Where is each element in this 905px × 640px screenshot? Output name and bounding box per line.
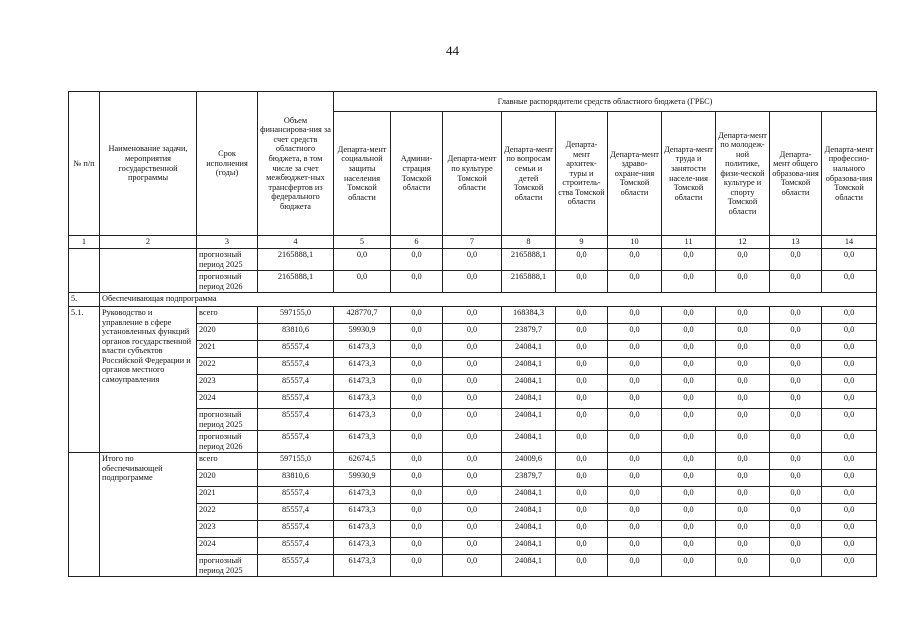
- value-cell: 0,0: [608, 555, 662, 577]
- header-no: № п/п: [69, 92, 100, 236]
- value-cell: 0,0: [391, 375, 443, 392]
- value-cell: 0,0: [556, 555, 608, 577]
- value-cell: 0,0: [662, 271, 716, 293]
- value-cell: 0,0: [822, 271, 877, 293]
- value-cell: 0,0: [770, 358, 822, 375]
- value-cell: 0,0: [770, 409, 822, 431]
- value-cell: 0,0: [822, 249, 877, 271]
- column-index: 1: [69, 236, 100, 249]
- period-cell: прогнозный период 2025: [197, 249, 258, 271]
- header-grbs-7: Департа-мент труда и занятости населе-ния Томской области: [662, 112, 716, 236]
- column-index: 3: [197, 236, 258, 249]
- value-cell: 24084,1: [502, 375, 556, 392]
- value-cell: 24084,1: [502, 538, 556, 555]
- column-index: 6: [391, 236, 443, 249]
- header-grbs-group: Главные распорядители средств областного бюджета (ГРБС): [334, 92, 877, 112]
- value-cell: 0,0: [770, 431, 822, 453]
- value-cell: 0,0: [608, 324, 662, 341]
- value-cell: 0,0: [556, 375, 608, 392]
- period-cell: всего: [197, 307, 258, 324]
- value-cell: 0,0: [556, 392, 608, 409]
- value-cell: 0,0: [662, 538, 716, 555]
- period-cell: 2023: [197, 521, 258, 538]
- value-cell: 0,0: [556, 307, 608, 324]
- value-cell: 0,0: [443, 470, 502, 487]
- header-grbs-6: Департа-мент здраво-охране-ния Томской области: [608, 112, 662, 236]
- value-cell: 0,0: [608, 504, 662, 521]
- header-grbs-10: Департа-мент профессио-нального образова-ния Томской области: [822, 112, 877, 236]
- value-cell: 0,0: [443, 555, 502, 577]
- value-cell: 24009,6: [502, 453, 556, 470]
- column-index: 2: [100, 236, 197, 249]
- value-cell: 0,0: [443, 504, 502, 521]
- value-cell: 0,0: [662, 324, 716, 341]
- period-cell: прогнозный период 2025: [197, 409, 258, 431]
- section-row: [69, 293, 877, 307]
- value-cell: 0,0: [334, 249, 391, 271]
- header-grbs-2: Админи-страция Томской области: [391, 112, 443, 236]
- period-cell: всего: [197, 453, 258, 470]
- value-cell: 0,0: [391, 555, 443, 577]
- header-grbs-1: Департа-мент социальной защиты населения Томской области: [334, 112, 391, 236]
- value-cell: 0,0: [770, 521, 822, 538]
- value-cell: 59930,9: [334, 324, 391, 341]
- value-cell: 0,0: [822, 521, 877, 538]
- value-cell: 0,0: [716, 521, 770, 538]
- value-cell: 0,0: [443, 375, 502, 392]
- value-cell: 24084,1: [502, 341, 556, 358]
- value-cell: 0,0: [822, 470, 877, 487]
- value-cell: 61473,3: [334, 409, 391, 431]
- value-cell: 0,0: [716, 470, 770, 487]
- value-cell: 0,0: [556, 521, 608, 538]
- value-cell: 0,0: [716, 307, 770, 324]
- value-cell: 61473,3: [334, 555, 391, 577]
- value-cell: 0,0: [770, 249, 822, 271]
- value-cell: 61473,3: [334, 431, 391, 453]
- value-cell: 2165888,1: [502, 271, 556, 293]
- value-cell: 24084,1: [502, 358, 556, 375]
- value-cell: 0,0: [443, 409, 502, 431]
- value-cell: 0,0: [770, 555, 822, 577]
- page-number: 44: [446, 43, 459, 58]
- value-cell: 0,0: [391, 271, 443, 293]
- period-cell: 2020: [197, 324, 258, 341]
- header-term: Срок исполнения (годы): [197, 92, 258, 236]
- period-cell: 2024: [197, 538, 258, 555]
- value-cell: 0,0: [391, 538, 443, 555]
- header-volume: Объем финансирова-ния за счет средств областного бюджета, в том числе за счет межбюджет-ных трансфертов из федерального бюджета: [258, 92, 334, 236]
- value-cell: 0,0: [716, 392, 770, 409]
- value-cell: 0,0: [608, 538, 662, 555]
- value-cell: 0,0: [443, 324, 502, 341]
- column-index: 4: [258, 236, 334, 249]
- value-cell: 0,0: [556, 453, 608, 470]
- period-cell: 2022: [197, 504, 258, 521]
- value-cell: 0,0: [716, 487, 770, 504]
- value-cell: 0,0: [391, 324, 443, 341]
- value-cell: 0,0: [391, 487, 443, 504]
- value-cell: 83810,6: [258, 324, 334, 341]
- value-cell: 23879,7: [502, 324, 556, 341]
- value-cell: 0,0: [391, 409, 443, 431]
- value-cell: 0,0: [716, 453, 770, 470]
- value-cell: 0,0: [391, 249, 443, 271]
- value-cell: 0,0: [770, 538, 822, 555]
- value-cell: 0,0: [770, 392, 822, 409]
- value-cell: 0,0: [608, 375, 662, 392]
- value-cell: 0,0: [391, 521, 443, 538]
- value-cell: 85557,4: [258, 431, 334, 453]
- value-cell: 61473,3: [334, 538, 391, 555]
- value-cell: 0,0: [556, 538, 608, 555]
- value-cell: 0,0: [391, 392, 443, 409]
- value-cell: 0,0: [716, 538, 770, 555]
- value-cell: 0,0: [770, 453, 822, 470]
- value-cell: 0,0: [608, 431, 662, 453]
- value-cell: 23879,7: [502, 470, 556, 487]
- value-cell: 0,0: [443, 249, 502, 271]
- value-cell: 0,0: [662, 470, 716, 487]
- value-cell: 61473,3: [334, 341, 391, 358]
- header-grbs-8: Департа-мент по молодеж-ной политике, физи-ческой культуре и спорту Томской области: [716, 112, 770, 236]
- value-cell: 24084,1: [502, 487, 556, 504]
- item-no: 5.1.: [69, 307, 100, 453]
- value-cell: 85557,4: [258, 521, 334, 538]
- value-cell: 0,0: [443, 392, 502, 409]
- period-cell: 2024: [197, 392, 258, 409]
- value-cell: 0,0: [662, 409, 716, 431]
- value-cell: 0,0: [608, 358, 662, 375]
- value-cell: 2165888,1: [502, 249, 556, 271]
- period-cell: прогнозный период 2026: [197, 431, 258, 453]
- value-cell: 0,0: [556, 409, 608, 431]
- value-cell: 0,0: [716, 271, 770, 293]
- value-cell: 0,0: [716, 504, 770, 521]
- column-index: 13: [770, 236, 822, 249]
- column-index: 9: [556, 236, 608, 249]
- value-cell: 0,0: [556, 504, 608, 521]
- table-row: [69, 453, 877, 470]
- value-cell: 0,0: [556, 324, 608, 341]
- value-cell: 0,0: [770, 470, 822, 487]
- value-cell: 0,0: [391, 470, 443, 487]
- value-cell: 24084,1: [502, 392, 556, 409]
- item-name: Руководство и управление в сфере установленных функций органов государственной власти субъектов Российской Федерации и органов местного самоуправления: [100, 307, 197, 453]
- value-cell: 2165888,1: [258, 271, 334, 293]
- value-cell: 2165888,1: [258, 249, 334, 271]
- value-cell: 0,0: [662, 392, 716, 409]
- no-cell-empty: [69, 249, 100, 293]
- value-cell: 0,0: [556, 271, 608, 293]
- column-index: 10: [608, 236, 662, 249]
- name-cell-empty: [100, 249, 197, 293]
- value-cell: 24084,1: [502, 409, 556, 431]
- value-cell: 0,0: [770, 271, 822, 293]
- value-cell: 0,0: [716, 431, 770, 453]
- table-row: [69, 307, 877, 324]
- period-cell: 2022: [197, 358, 258, 375]
- column-index: 5: [334, 236, 391, 249]
- value-cell: 0,0: [443, 431, 502, 453]
- header-grbs-4: Департа-мент по вопросам семьи и детей Томской области: [502, 112, 556, 236]
- header-grbs-3: Департа-мент по культуре Томской области: [443, 112, 502, 236]
- value-cell: 0,0: [662, 307, 716, 324]
- value-cell: 0,0: [770, 504, 822, 521]
- value-cell: 24084,1: [502, 431, 556, 453]
- value-cell: 0,0: [662, 358, 716, 375]
- value-cell: 0,0: [443, 271, 502, 293]
- value-cell: 85557,4: [258, 504, 334, 521]
- value-cell: 0,0: [662, 521, 716, 538]
- value-cell: 0,0: [608, 409, 662, 431]
- total-no-empty: [69, 453, 100, 577]
- table-body: [69, 249, 877, 577]
- value-cell: 0,0: [822, 504, 877, 521]
- value-cell: 428770,7: [334, 307, 391, 324]
- value-cell: 61473,3: [334, 504, 391, 521]
- value-cell: 0,0: [822, 341, 877, 358]
- value-cell: 0,0: [556, 341, 608, 358]
- period-cell: 2021: [197, 487, 258, 504]
- table-row: [69, 249, 877, 271]
- value-cell: 85557,4: [258, 341, 334, 358]
- value-cell: 59930,9: [334, 470, 391, 487]
- value-cell: 83810,6: [258, 470, 334, 487]
- value-cell: 0,0: [662, 375, 716, 392]
- value-cell: 85557,4: [258, 358, 334, 375]
- value-cell: 0,0: [716, 324, 770, 341]
- period-cell: прогнозный период 2026: [197, 271, 258, 293]
- value-cell: 85557,4: [258, 538, 334, 555]
- value-cell: 0,0: [822, 358, 877, 375]
- value-cell: 61473,3: [334, 375, 391, 392]
- value-cell: 0,0: [662, 249, 716, 271]
- header-grbs-5: Департа-мент архитек-туры и строитель-ства Томской области: [556, 112, 608, 236]
- value-cell: 24084,1: [502, 555, 556, 577]
- column-index-row: [69, 236, 877, 249]
- value-cell: 62674,5: [334, 453, 391, 470]
- value-cell: 0,0: [716, 555, 770, 577]
- total-name: Итого по обеспечивающей подпрограмме: [100, 453, 197, 577]
- value-cell: 0,0: [556, 358, 608, 375]
- value-cell: 0,0: [391, 504, 443, 521]
- value-cell: 0,0: [770, 487, 822, 504]
- value-cell: 0,0: [770, 375, 822, 392]
- value-cell: 0,0: [391, 358, 443, 375]
- value-cell: 0,0: [608, 307, 662, 324]
- value-cell: 0,0: [443, 538, 502, 555]
- period-cell: прогнозный период 2025: [197, 555, 258, 577]
- period-cell: 2020: [197, 470, 258, 487]
- value-cell: 0,0: [608, 453, 662, 470]
- value-cell: 0,0: [443, 521, 502, 538]
- value-cell: 0,0: [822, 375, 877, 392]
- value-cell: 0,0: [608, 341, 662, 358]
- value-cell: 61473,3: [334, 358, 391, 375]
- value-cell: 0,0: [608, 271, 662, 293]
- value-cell: 0,0: [443, 307, 502, 324]
- value-cell: 0,0: [556, 470, 608, 487]
- column-index: 7: [443, 236, 502, 249]
- value-cell: 85557,4: [258, 487, 334, 504]
- value-cell: 0,0: [822, 431, 877, 453]
- value-cell: 0,0: [716, 249, 770, 271]
- value-cell: 0,0: [822, 307, 877, 324]
- value-cell: 0,0: [608, 392, 662, 409]
- value-cell: 0,0: [716, 358, 770, 375]
- value-cell: 0,0: [770, 341, 822, 358]
- value-cell: 85557,4: [258, 392, 334, 409]
- value-cell: 0,0: [556, 249, 608, 271]
- value-cell: 0,0: [608, 521, 662, 538]
- value-cell: 0,0: [716, 375, 770, 392]
- value-cell: 0,0: [391, 431, 443, 453]
- value-cell: 0,0: [443, 487, 502, 504]
- value-cell: 0,0: [822, 324, 877, 341]
- value-cell: 168384,3: [502, 307, 556, 324]
- value-cell: 597155,0: [258, 453, 334, 470]
- value-cell: 0,0: [662, 453, 716, 470]
- period-cell: 2021: [197, 341, 258, 358]
- value-cell: 0,0: [770, 307, 822, 324]
- value-cell: 0,0: [391, 341, 443, 358]
- value-cell: 0,0: [556, 431, 608, 453]
- value-cell: 0,0: [443, 453, 502, 470]
- value-cell: 61473,3: [334, 392, 391, 409]
- value-cell: 0,0: [443, 358, 502, 375]
- budget-table: [68, 91, 877, 577]
- column-index: 14: [822, 236, 877, 249]
- value-cell: 0,0: [716, 409, 770, 431]
- value-cell: 0,0: [662, 341, 716, 358]
- section-no: 5.: [69, 293, 100, 307]
- value-cell: 0,0: [822, 453, 877, 470]
- section-title: Обеспечивающая подпрограмма: [100, 293, 877, 307]
- header-grbs-9: Департа-мент общего образова-ния Томской области: [770, 112, 822, 236]
- value-cell: 61473,3: [334, 521, 391, 538]
- value-cell: 0,0: [822, 538, 877, 555]
- value-cell: 0,0: [608, 249, 662, 271]
- value-cell: 85557,4: [258, 555, 334, 577]
- header-name: Наименование задачи, мероприятия государственной программы: [100, 92, 197, 236]
- value-cell: 24084,1: [502, 521, 556, 538]
- value-cell: 0,0: [770, 324, 822, 341]
- value-cell: 0,0: [662, 487, 716, 504]
- value-cell: 61473,3: [334, 487, 391, 504]
- value-cell: 597155,0: [258, 307, 334, 324]
- column-index: 8: [502, 236, 556, 249]
- value-cell: 0,0: [608, 487, 662, 504]
- value-cell: 0,0: [443, 341, 502, 358]
- column-index: 11: [662, 236, 716, 249]
- value-cell: 0,0: [822, 392, 877, 409]
- value-cell: 85557,4: [258, 409, 334, 431]
- value-cell: 0,0: [556, 487, 608, 504]
- value-cell: 0,0: [334, 271, 391, 293]
- value-cell: 0,0: [716, 341, 770, 358]
- table-header: [69, 92, 877, 249]
- value-cell: 0,0: [822, 487, 877, 504]
- value-cell: 0,0: [662, 431, 716, 453]
- value-cell: 24084,1: [502, 504, 556, 521]
- value-cell: 0,0: [391, 307, 443, 324]
- value-cell: 0,0: [662, 504, 716, 521]
- value-cell: 0,0: [662, 555, 716, 577]
- period-cell: 2023: [197, 375, 258, 392]
- value-cell: 0,0: [391, 453, 443, 470]
- column-index: 12: [716, 236, 770, 249]
- value-cell: 0,0: [822, 555, 877, 577]
- value-cell: 0,0: [608, 470, 662, 487]
- value-cell: 0,0: [822, 409, 877, 431]
- value-cell: 85557,4: [258, 375, 334, 392]
